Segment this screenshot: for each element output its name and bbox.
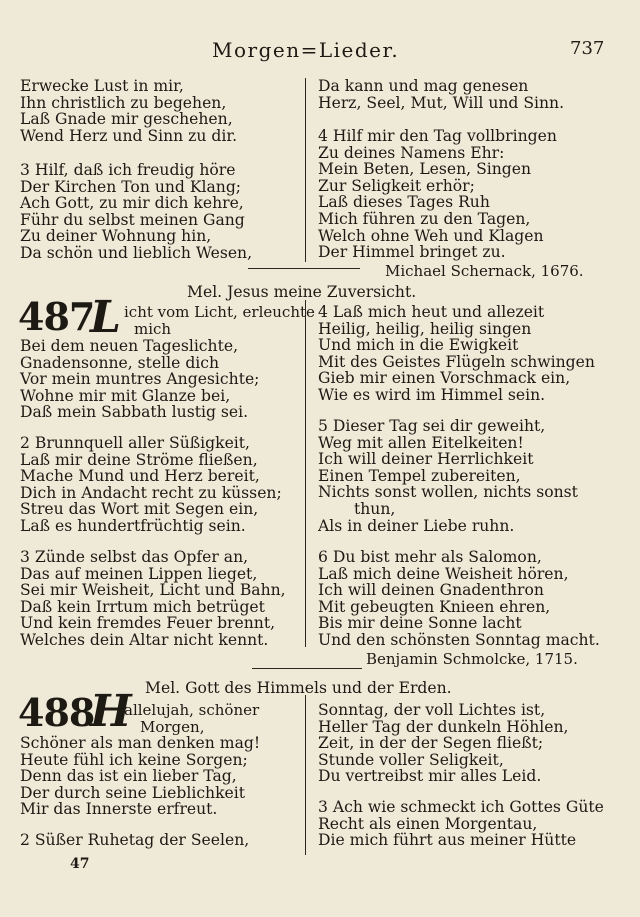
verse-line: 4 Laß mich heut und allezeit [318,303,545,321]
verse-line: Daß kein Irrtum mich betrüget [20,597,265,616]
verse-line: Welches dein Altar nicht kennt. [20,630,269,649]
hymn-number: 487 [18,294,95,339]
verse-line: Mit des Geistes Flügeln schwingen [318,352,595,371]
melody-line: Mel. Jesus meine Zuversicht. [187,283,417,301]
hymn488-verse2 [318,702,568,785]
verse-line: Mit gebeugten Knieen ehren, [318,597,551,616]
verse-line: Ich will deinen Gnadenthron [318,581,544,600]
verse-line: Du vertreibst mir alles Leid. [318,767,542,786]
verse-line: Schöner als man denken mag! [20,734,261,752]
printer-signature: 47 [70,856,90,872]
verse-line: Mich führen zu den Tagen, [318,209,531,228]
verse-line: Und den schönsten Sonntag macht. [318,630,600,649]
verse-line: Führ du selbst meinen Gang [20,210,245,229]
verse-line: Wend Herz und Sinn zu dir. [20,126,238,145]
verse-line: Ihn christlich zu begehen, [20,93,227,112]
verse-line: Der Himmel bringet zu. [318,243,506,262]
verse-line: Einen Tempel zubereiten, [318,466,521,485]
verse-line: Da kann und mag genesen [318,77,529,95]
verse-line: Streu das Wort mit Segen ein, [20,500,259,519]
verse-line: Laß Gnade mir geschehen, [20,110,233,129]
verse-line: Heute fühl ich keine Sorgen; [20,750,248,769]
verse-line: Ach Gott, zu mir dich kehre, [20,194,244,213]
top-right-verse4 [318,128,557,261]
verse-line: Zu deiner Wohnung hin, [20,227,212,246]
verse-line: Laß es hundertfrüchtig sein. [20,516,246,535]
verse-line: Daß mein Sabbath lustig sei. [20,403,249,422]
hymn487-verse2 [20,435,282,535]
verse-line: Der Kirchen Ton und Klang; [20,177,242,196]
verse-line: Laß mir deine Ströme fließen, [20,450,258,469]
verse-line: Denn das ist ein lieber Tag, [20,767,237,786]
verse-line: Bis mir deine Sonne lacht [318,614,522,633]
verse-line: Weg mit allen Eitelkeiten! [318,433,524,452]
verse-line: Mache Mund und Herz bereit, [20,467,260,486]
verse-line: Als in deiner Liebe ruhn. [318,516,515,535]
top-left-continuation [20,78,237,144]
verse-line: Erwecke Lust in mir, [20,77,184,95]
verse-line: Sei mir Weisheit, Licht und Bahn, [20,581,286,600]
first-line-part1: allelujah, schöner [124,701,260,719]
verse-line: Laß dieses Tages Ruh [318,193,490,212]
verse-line: Vor mein muntres Angesichte; [20,370,260,389]
hymn487-verse1 [20,338,259,421]
verse-line: Und kein fremdes Feuer brennt, [20,614,276,633]
verse-line: Bei dem neuen Tageslichte, [20,337,239,355]
verse-line: Mir das Innerste erfreut. [20,800,218,819]
verse-line: Zu deines Namens Ehr: [318,143,505,162]
column-divider-middle [305,300,306,647]
verse-line: 2 Brunnquell aller Süßigkeit, [20,434,251,452]
verse-line: Die mich führt aus meiner Hütte [318,831,577,850]
column-divider-bottom [305,695,306,855]
verse-line: Dich in Andacht recht zu küssen; [20,483,282,502]
drop-capital: L [90,292,121,343]
running-header-title: Morgen=Lieder. [212,38,400,62]
hymn-number: 488 [18,690,95,735]
verse-line: 2 Süßer Ruhetag der Seelen, [20,831,250,849]
first-line-part2: Morgen, [140,718,205,736]
verse-line: Recht als einen Morgentau, [318,814,538,833]
verse-line: Ich will deiner Herrlichkeit [318,450,534,469]
verse-line: 4 Hilf mir den Tag vollbringen [318,127,557,145]
verse-line: 3 Ach wie schmeckt ich Gottes Güte [318,798,604,816]
drop-capital: H [90,686,132,737]
top-right-continuation [318,78,564,111]
verse-line: Wie es wird im Himmel sein. [318,385,546,404]
hymn487-verse5 [318,418,578,534]
verse-line: 5 Dieser Tag sei dir geweiht, [318,417,546,435]
top-left-verse3 [20,162,252,262]
verse-line: 6 Du bist mehr als Salomon, [318,548,542,566]
verse-line: Der durch seine Lieblichkeit [20,783,246,802]
verse-line: Laß mich deine Weisheit hören, [318,564,569,583]
verse-line: Mein Beten, Lesen, Singen [318,160,532,179]
verse-line: Sonntag, der voll Lichtes ist, [318,701,546,719]
verse-line: Da schön und lieblich Wesen, [20,243,253,262]
verse-line: Herz, Seel, Mut, Will und Sinn. [318,93,565,112]
hymn488-verse3 [318,799,604,849]
verse-line: Zur Seligkeit erhör; [318,176,475,195]
page-number: 737 [570,38,605,59]
hymn487-verse6 [318,549,600,649]
verse-line: 3 Hilf, daß ich freudig höre [20,161,236,179]
verse-line: Heilig, heilig, heilig singen [318,319,532,338]
verse-line: Wohne mir mit Glanze bei, [20,386,231,405]
verse-line: thun, [354,499,396,518]
first-line-part2: mich [134,320,172,338]
author-credit: Michael Schernack, 1676. [385,262,584,280]
author-credit: Benjamin Schmolcke, 1715. [366,650,578,668]
verse-line: Gieb mir einen Vorschmack ein, [318,369,571,388]
verse-line: Heller Tag der dunkeln Höhlen, [318,717,569,736]
verse-line: Das auf meinen Lippen lieget, [20,564,258,583]
verse-line: Stunde voller Seligkeit, [318,750,504,769]
melody-line: Mel. Gott des Himmels und der Erden. [145,679,452,697]
hymn487-verse3 [20,549,286,649]
hymn488-verse1 [20,735,260,818]
author-rule [248,268,360,269]
verse-line: Zeit, in der der Segen fließt; [318,734,544,753]
section-rule [252,668,362,669]
verse-line: Nichts sonst wollen, nichts sonst [318,483,578,502]
verse-line: 3 Zünde selbst das Opfer an, [20,548,249,566]
hymn488-verse2-start [20,832,249,849]
column-divider-top [305,78,306,262]
verse-line: Gnadensonne, stelle dich [20,353,220,372]
first-line-part1: icht vom Licht, erleuchte [124,303,315,321]
verse-line: Welch ohne Weh und Klagen [318,226,544,245]
hymn487-verse4 [318,304,595,404]
verse-line: Und mich in die Ewigkeit [318,336,519,355]
